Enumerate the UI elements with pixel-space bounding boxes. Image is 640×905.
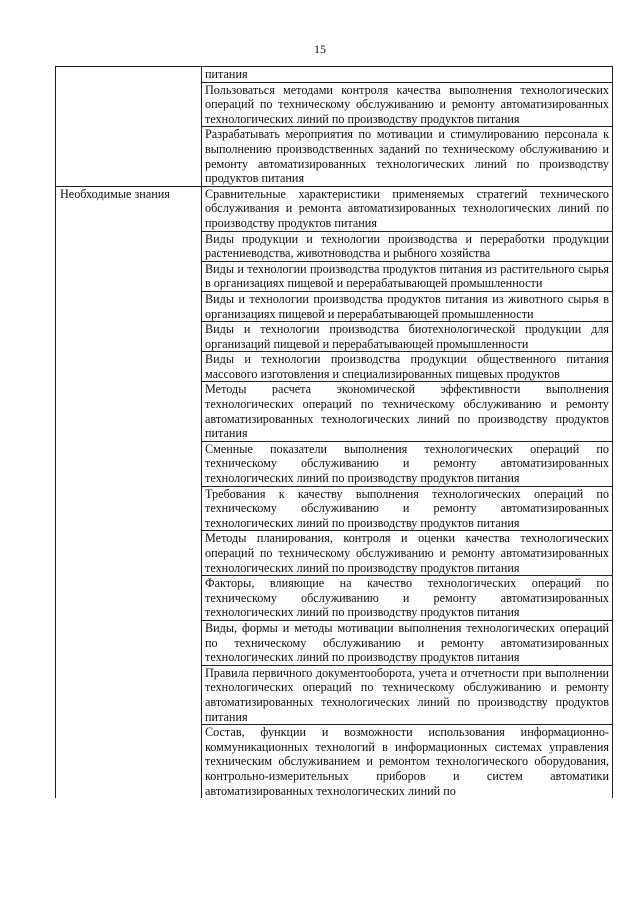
requirements-table <box>55 66 613 798</box>
table-row <box>56 725 613 798</box>
table-row <box>56 665 613 724</box>
table-row <box>56 382 613 441</box>
row-label-cell <box>56 352 202 382</box>
table-row <box>56 127 613 186</box>
row-label-cell: Необходимые знания <box>56 186 202 231</box>
row-label-cell <box>56 127 202 186</box>
table-row <box>56 486 613 531</box>
table-row <box>56 82 613 127</box>
row-content-cell: Правила первичного документооборота, учета и отчетности при выполнении технологических операций по техническому обслуживанию и ремонту автоматизированных технологических линий по производству продуктов питания <box>202 665 613 724</box>
page-number: 15 <box>314 42 326 56</box>
row-content-cell: Виды и технологии производства продуктов питания из животного сырья в организациях пищевой и перерабатывающей промышленности <box>202 291 613 321</box>
table-row <box>56 322 613 352</box>
table-row <box>56 441 613 486</box>
row-label-cell <box>56 67 202 83</box>
table-row <box>56 531 613 576</box>
row-label-cell <box>56 725 202 798</box>
row-content-cell: Методы расчета экономической эффективности выполнения технологических операций по техническому обслуживанию и ремонту автоматизированных технологических линий по производству продуктов питания <box>202 382 613 441</box>
row-content-cell: Виды, формы и методы мотивации выполнения технологических операций по техническому обслуживанию и ремонту автоматизированных технологических линий по производству продуктов питания <box>202 620 613 665</box>
row-label-cell <box>56 576 202 621</box>
row-content-cell: Пользоваться методами контроля качества выполнения технологических операций по техническому обслуживанию и ремонту автоматизированных технологических линий по производству продуктов питания <box>202 82 613 127</box>
row-label-cell <box>56 531 202 576</box>
table-row <box>56 291 613 321</box>
row-content-cell: Состав, функции и возможности использования информационно-коммуникационных технологий в информационных системах управления техническим обслуживанием и ремонтом технологического оборудования, контрольно-измерительных приборов и систем автоматики автоматизированных технологических линий по <box>202 725 613 798</box>
row-content-cell: Сменные показатели выполнения технологических операций по техническому обслуживанию и ремонту автоматизированных технологических линий по производству продуктов питания <box>202 441 613 486</box>
table-row <box>56 231 613 261</box>
row-label-cell <box>56 322 202 352</box>
row-label-cell <box>56 441 202 486</box>
row-label-cell <box>56 291 202 321</box>
row-content-cell: Виды и технологии производства продукции общественного питания массового изготовления и специализированных пищевых продуктов <box>202 352 613 382</box>
row-label-cell <box>56 486 202 531</box>
row-content-cell: Виды и технологии производства биотехнологической продукции для организаций пищевой и перерабатывающей промышленности <box>202 322 613 352</box>
table-row <box>56 576 613 621</box>
table-row <box>56 186 613 231</box>
row-label-cell <box>56 231 202 261</box>
row-content-cell: Факторы, влияющие на качество технологических операций по техническому обслуживанию и ремонту автоматизированных технологических линий по производству продуктов питания <box>202 576 613 621</box>
row-label-cell <box>56 665 202 724</box>
row-label-cell <box>56 82 202 127</box>
row-content-cell: Виды продукции и технологии производства и переработки продукции растениеводства, животноводства и рыбного хозяйства <box>202 231 613 261</box>
table-row <box>56 67 613 83</box>
row-content-cell: Сравнительные характеристики применяемых стратегий технического обслуживания и ремонта автоматизированных технологических линий по производству продуктов питания <box>202 186 613 231</box>
table-row <box>56 620 613 665</box>
row-content-cell: Методы планирования, контроля и оценки качества технологических операций по техническому обслуживанию и ремонту автоматизированных технологических линий по производству продуктов питания <box>202 531 613 576</box>
row-content-cell: Виды и технологии производства продуктов питания из растительного сырья в организациях пищевой и перерабатывающей промышленности <box>202 261 613 291</box>
row-content-cell: Требования к качеству выполнения технологических операций по техническому обслуживанию и ремонту автоматизированных технологических линий по производству продуктов питания <box>202 486 613 531</box>
row-label-cell <box>56 261 202 291</box>
row-content-cell: питания <box>202 67 613 83</box>
row-label-cell <box>56 382 202 441</box>
row-content-cell: Разрабатывать мероприятия по мотивации и стимулированию персонала к выполнению производственных заданий по техническому обслуживанию и ремонту автоматизированных технологических линий по производству продуктов питания <box>202 127 613 186</box>
row-label-cell <box>56 620 202 665</box>
table-row <box>56 261 613 291</box>
table-row <box>56 352 613 382</box>
